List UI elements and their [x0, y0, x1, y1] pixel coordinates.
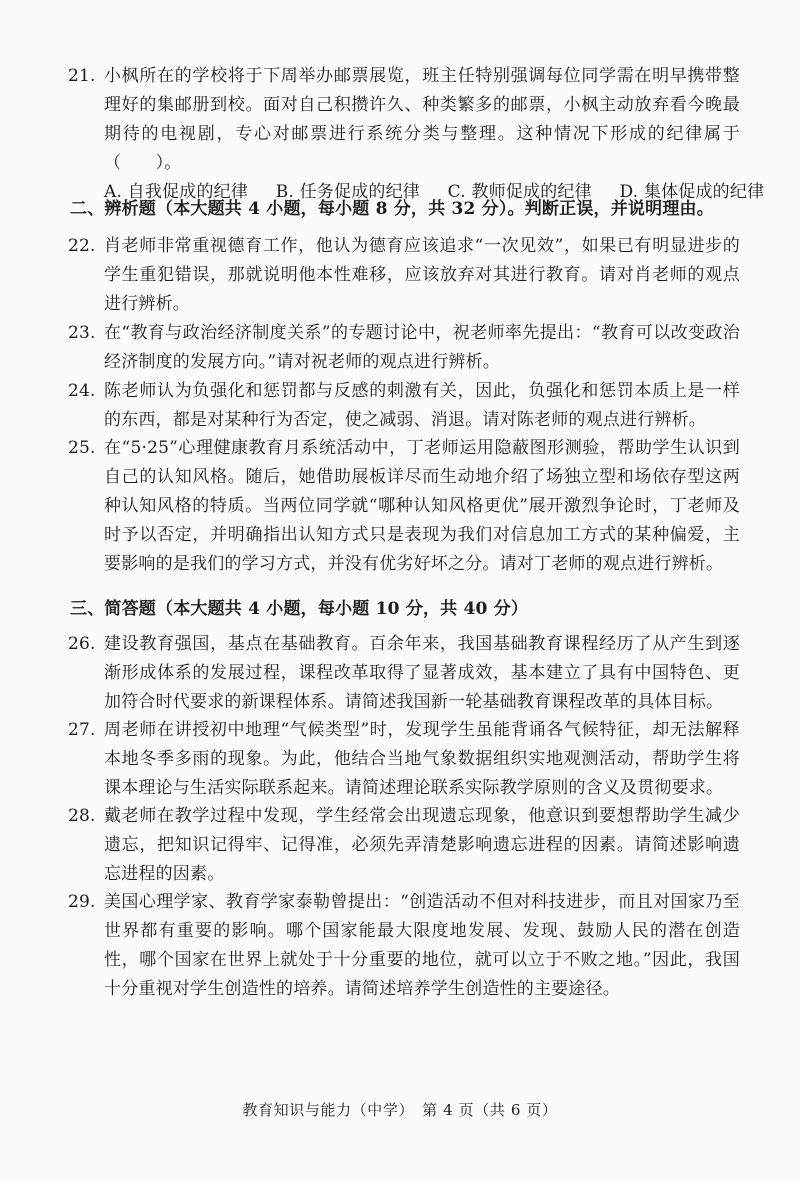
question-text: 在“教育与政治经济制度关系”的专题讨论中，祝老师率先提出：“教育可以改变政治经济制度的发展方向。”请对祝老师的观点进行辨析。	[104, 323, 740, 372]
section-heading-2: 二、辨析题（本大题共 4 小题，每小题 8 分，共 32 分）。判断正误，并说明理由。	[70, 199, 714, 219]
option-a: A. 自我促成的纪律	[104, 182, 249, 202]
question-26	[70, 630, 740, 717]
question-21	[68, 62, 765, 207]
option-d: D. 集体促成的纪律	[619, 182, 765, 202]
question-text: 建设教育强国，基点在基础教育。百余年来，我国基础教育课程经历了从产生到逐渐形成体系的发展过程，课程改革取得了显著成效，基本建立了具有中国特色、更加符合时代要求的新课程体系。请简述我国新一轮基础教育课程改革的具体目标。	[104, 634, 740, 712]
question-number: 21.	[68, 66, 96, 86]
question-number: 22.	[68, 236, 96, 256]
question-28	[70, 802, 740, 889]
question-text: 在“5·25”心理健康教育月系统活动中，丁老师运用隐蔽图形测验，帮助学生认识到自己的认知风格。随后，她借助展板详尽而生动地介绍了场独立型和场依存型这两种认知风格的特质。当两位同学就“哪种认知风格更优”展开激烈争论时，丁老师及时予以否定，并明确指出认知方式只是表现为我们对信息加工方式的某种偏爱，主要影响的是我们的学习方式，并没有优劣好坏之分。请对丁老师的观点进行辨析。	[104, 438, 740, 574]
question-text: 陈老师认为负强化和惩罚都与反感的刺激有关，因此，负强化和惩罚本质上是一样的东西，都是对某种行为否定，使之减弱、消退。请对陈老师的观点进行辨析。	[104, 381, 740, 430]
section-heading-3: 三、简答题（本大题共 4 小题，每小题 10 分，共 40 分）	[70, 599, 529, 619]
question-number: 26.	[68, 634, 96, 654]
option-b: B. 任务促成的纪律	[275, 182, 421, 202]
question-number: 27.	[68, 720, 96, 740]
question-29	[70, 888, 740, 1004]
question-24	[70, 377, 740, 435]
question-number: 23.	[68, 323, 96, 343]
page-footer: 教育知识与能力（中学） 第 4 页（共 6 页）	[242, 1101, 558, 1119]
question-number: 24.	[68, 381, 96, 401]
question-text: 周老师在讲授初中地理“气候类型”时，发现学生虽能背诵各气候特征，却无法解释本地冬季多雨的现象。为此，他结合当地气象数据组织实地观测活动，帮助学生将课本理论与生活实际联系起来。请简述理论联系实际教学原则的含义及贯彻要求。	[104, 720, 740, 798]
question-text: 美国心理学家、教育学家泰勒曾提出：“创造活动不但对科技进步，而且对国家乃至世界都有重要的影响。哪个国家能最大限度地发展、发现、鼓励人民的潜在创造性，哪个国家在世界上就处于十分重要的地位，就可以立于不败之地。”因此，我国十分重视对学生创造性的培养。请简述培养学生创造性的主要途径。	[104, 892, 740, 999]
question-23	[70, 319, 740, 377]
option-c: C. 教师促成的纪律	[447, 182, 592, 202]
question-text: 戴老师在教学过程中发现，学生经常会出现遗忘现象，他意识到要想帮助学生减少遗忘，把知识记得牢、记得准，必须先弄清楚影响遗忘进程的因素。请简述影响遗忘进程的因素。	[104, 806, 740, 884]
question-27	[70, 716, 740, 803]
question-number: 28.	[68, 806, 96, 826]
question-number: 25.	[68, 438, 96, 458]
question-22	[70, 232, 740, 319]
question-text: 小枫所在的学校将于下周举办邮票展览，班主任特别强调每位同学需在明早携带整理好的集邮册到校。面对自己积攒许久、种类繁多的邮票，小枫主动放弃看今晚最期待的电视剧，专心对邮票进行系统分类与整理。这种情况下形成的纪律属于（ ）。	[104, 66, 740, 173]
question-text: 肖老师非常重视德育工作，他认为德育应该追求“一次见效”，如果已有明显进步的学生重犯错误，那就说明他本性难移，应该放弃对其进行教育。请对肖老师的观点进行辨析。	[104, 236, 740, 314]
question-25	[70, 434, 740, 579]
question-number: 29.	[68, 892, 96, 912]
